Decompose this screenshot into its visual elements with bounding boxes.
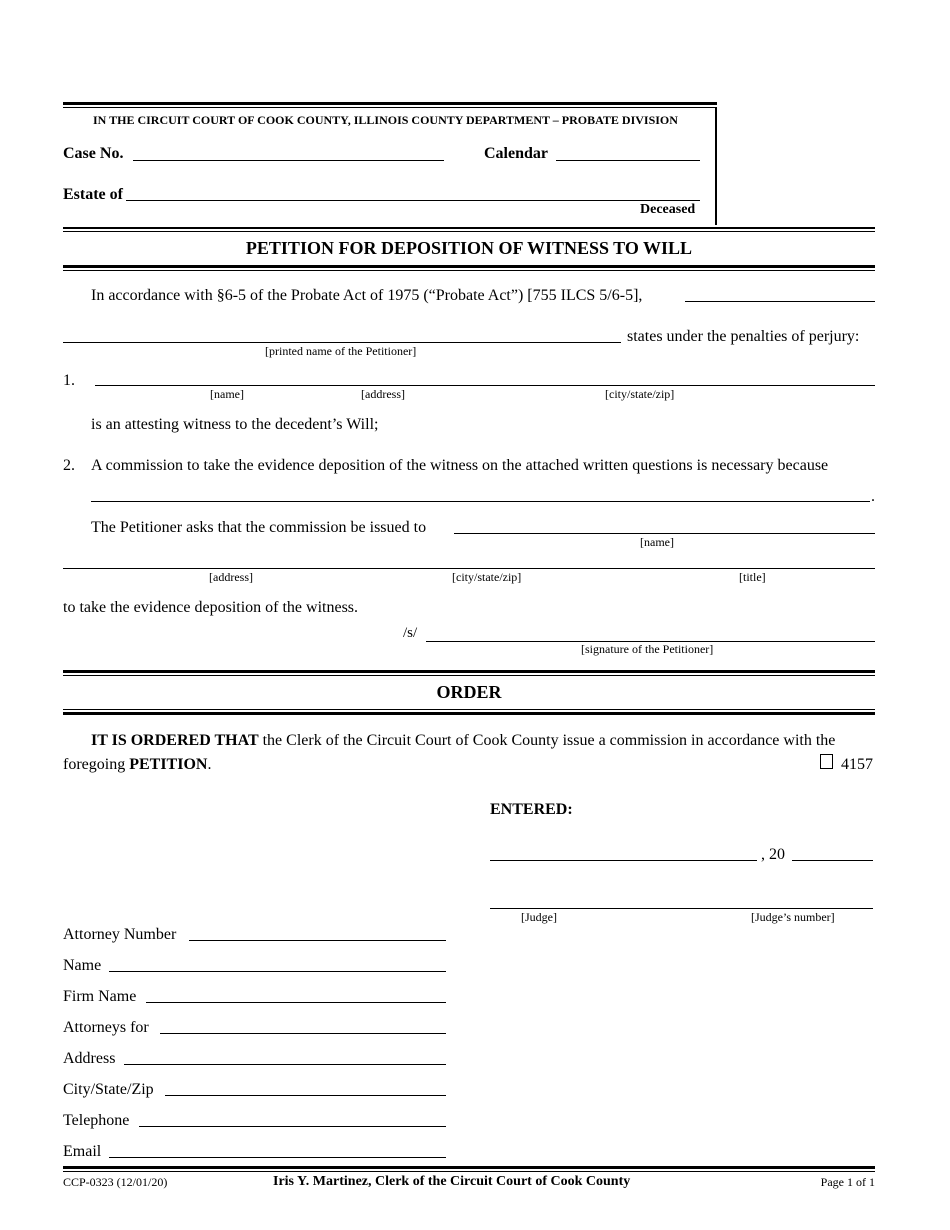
foregoing-line (63, 756, 211, 774)
attorney-address-field[interactable] (124, 1064, 446, 1065)
item2-text: A commission to take the evidence deposition of the witness on the attached written questions is necessary because (91, 457, 829, 474)
signature-prefix: /s/ (403, 625, 418, 641)
judge-caption: [Judge] (521, 910, 557, 924)
court-heading: IN THE CIRCUIT COURT OF COOK COUNTY, ILLINOIS COUNTY DEPARTMENT – PROBATE DIVISION (93, 113, 678, 127)
take-deposition-text: to take the evidence deposition of the witness. (63, 599, 359, 616)
header-top-rule (63, 102, 717, 105)
commission-address-caption: [address] (209, 570, 253, 584)
witness-field[interactable] (95, 385, 875, 386)
page-number: Page 1 of 1 (820, 1175, 875, 1189)
code-checkbox[interactable] (820, 754, 833, 769)
estate-of-label: Estate of (63, 186, 123, 203)
judge-field[interactable] (490, 908, 873, 909)
intro-field[interactable] (685, 301, 875, 302)
footer-rule-thick (63, 1166, 875, 1169)
city-state-zip-label: City/State/Zip (63, 1081, 154, 1098)
order-heading: ORDER (436, 682, 502, 702)
commission-name-caption: [name] (640, 535, 674, 549)
entered-year-field[interactable] (792, 860, 873, 861)
ordered-bold: IT IS ORDERED THAT (91, 732, 259, 749)
title-bottom-rule-thick (63, 265, 875, 268)
case-no-field[interactable] (133, 160, 444, 161)
signature-caption: [signature of the Petitioner] (581, 642, 714, 656)
estate-of-field[interactable] (126, 200, 700, 201)
attorneys-for-field[interactable] (160, 1033, 446, 1034)
deceased-label: Deceased (640, 202, 696, 217)
intro-text: In accordance with §6-5 of the Probate Act of 1975 (“Probate Act”) [755 ILCS 5/6-5], (91, 287, 643, 304)
year-prefix: , 20 (761, 846, 785, 863)
item2-number: 2. (63, 457, 75, 474)
telephone-field[interactable] (139, 1126, 446, 1127)
telephone-label: Telephone (63, 1112, 130, 1129)
email-field[interactable] (109, 1157, 446, 1158)
header-top-rule-thin (63, 107, 717, 108)
petition-word: PETITION (129, 756, 208, 773)
footer-rule-thin (63, 1171, 875, 1172)
order-code: 4157 (841, 756, 873, 773)
commission-address-field[interactable] (63, 568, 875, 569)
ordered-line (91, 732, 835, 750)
commission-text: The Petitioner asks that the commission be issued to (91, 519, 427, 536)
foregoing-text: foregoing (63, 756, 126, 773)
petitioner-name-caption: [printed name of the Petitioner] (265, 344, 417, 358)
case-no-label: Case No. (63, 145, 124, 162)
ordered-text: the Clerk of the Circuit Court of Cook County issue a commission in accordance with the (262, 732, 836, 749)
order-top-rule-thin (63, 675, 875, 676)
reason-field[interactable] (91, 501, 870, 502)
witness-address-caption: [address] (361, 387, 405, 401)
entered-label: ENTERED: (490, 801, 573, 818)
witness-name-caption: [name] (210, 387, 244, 401)
attorney-number-field[interactable] (189, 940, 446, 941)
reason-period: . (871, 488, 875, 505)
calendar-field[interactable] (556, 160, 700, 161)
attorney-address-label: Address (63, 1050, 116, 1067)
order-top-rule-thick (63, 670, 875, 673)
calendar-label: Calendar (484, 145, 548, 162)
commission-name-field[interactable] (454, 533, 875, 534)
header-right-border (715, 107, 717, 225)
perjury-text: states under the penalties of perjury: (627, 328, 860, 345)
attorney-number-label: Attorney Number (63, 926, 177, 943)
entered-date-field[interactable] (490, 860, 757, 861)
form-id: CCP-0323 (12/01/20) (63, 1175, 168, 1189)
judge-number-caption: [Judge’s number] (751, 910, 835, 924)
attorney-name-field[interactable] (109, 971, 446, 972)
email-label: Email (63, 1143, 102, 1160)
petitioner-name-field[interactable] (63, 342, 621, 343)
title-top-rule-thick (63, 227, 875, 229)
item1-text: is an attesting witness to the decedent’s Will; (91, 416, 379, 433)
clerk-name: Iris Y. Martinez, Clerk of the Circuit Court of Cook County (273, 1174, 631, 1189)
title-bottom-rule-thin (63, 270, 875, 271)
firm-name-field[interactable] (146, 1002, 446, 1003)
city-state-zip-field[interactable] (165, 1095, 446, 1096)
attorney-name-label: Name (63, 957, 102, 974)
foregoing-period: . (207, 756, 212, 773)
title-top-rule-thin (63, 231, 875, 232)
form-title: PETITION FOR DEPOSITION OF WITNESS TO WILL (245, 238, 693, 258)
commission-city-caption: [city/state/zip] (452, 570, 522, 584)
firm-name-label: Firm Name (63, 988, 137, 1005)
commission-title-caption: [title] (739, 570, 766, 584)
item1-number: 1. (63, 372, 75, 389)
order-bottom-rule-thin (63, 709, 875, 710)
witness-city-caption: [city/state/zip] (605, 387, 675, 401)
attorneys-for-label: Attorneys for (63, 1019, 149, 1036)
order-bottom-rule-thick (63, 712, 875, 715)
